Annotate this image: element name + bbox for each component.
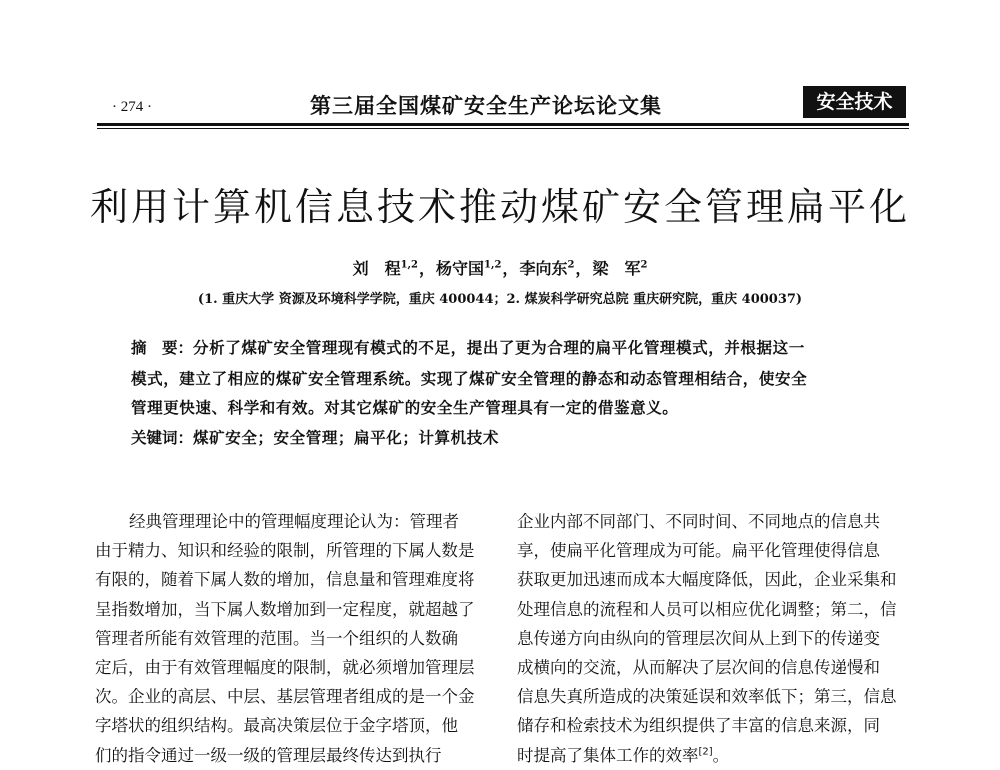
paper-title: 利用计算机信息技术推动煤矿安全管理扁平化 <box>89 185 910 229</box>
abstract-line: 管理更快速、科学和有效。对其它煤矿的安全生产管理具有一定的借鉴意义。 <box>131 398 679 417</box>
author-affil-mark: 1,2 <box>484 259 502 271</box>
author: 杨守国 <box>436 259 485 278</box>
affiliation: (1. 重庆大学 资源及环境科学学院，重庆 400044；2. 煤炭科学研究总院 重庆研究院，重庆 400037) <box>197 292 803 307</box>
abstract <box>131 333 891 453</box>
body-line: 由于精力、知识和经验的限制，所管理的下属人数是 <box>95 541 475 561</box>
body-line-last: 时提高了集体工作的效率[2]。 <box>517 745 730 765</box>
section-badge: 安全技术 <box>803 86 906 118</box>
body-line: 们的指令通过一级一级的管理层最终传达到执行 <box>95 745 442 765</box>
abstract-line: 模式，建立了相应的煤矿安全管理系统。实现了煤矿安全管理的静态和动态管理相结合，使安全 <box>131 368 808 388</box>
body-line: 信息失真所造成的决策延误和效率低下；第三，信息 <box>517 687 897 707</box>
body-line: 处理信息的流程和人员可以相应优化调整；第二，信 <box>517 599 897 619</box>
body-line: 字塔状的组织结构。最高决策层位于金字塔顶，他 <box>95 716 458 736</box>
proceedings-title: 第三届全国煤矿安全生产论坛论文集 <box>310 94 662 118</box>
author-affil-mark: 2 <box>640 259 648 271</box>
author-affil-mark: 1,2 <box>400 259 418 271</box>
keywords-text: 煤矿安全；安全管理；扁平化；计算机技术 <box>193 427 499 447</box>
body-line: 经典管理理论中的管理幅度理论认为：管理者 <box>129 512 459 531</box>
header-rule-thin <box>97 128 909 129</box>
page-number: · 274 · <box>112 99 152 115</box>
header-rule <box>97 123 909 126</box>
author: 李向东 <box>519 259 568 278</box>
body-line: 获取更加迅速而成本大幅度降低，因此，企业采集和 <box>517 570 897 590</box>
body-line: 管理者所能有效管理的范围。当一个组织的人数确 <box>95 628 458 648</box>
author: 刘 程 <box>352 259 401 278</box>
body-line: 次。企业的高层、中层、基层管理者组成的是一个金 <box>95 687 475 707</box>
abstract-line: 摘 要：分析了煤矿安全管理现有模式的不足，提出了更为合理的扁平化管理模式，并根据这一 <box>131 338 805 357</box>
body-column-right <box>517 507 897 770</box>
body-line: 呈指数增加，当下属人数增加到一定程度，就超越了 <box>95 599 475 619</box>
body-line: 息传递方向由纵向的管理层次间从上到下的传递变 <box>517 628 880 648</box>
author: 梁 军 <box>592 259 641 278</box>
keywords <box>131 423 891 454</box>
abstract-label: 摘 要： <box>131 339 194 357</box>
author-list: 刘 程$^{1,2}$，杨守国$^{1,2}$，李向东$^2$，梁 军$^2$ <box>352 259 648 278</box>
body-line: 享，使扁平化管理成为可能。扁平化管理使得信息 <box>517 541 880 561</box>
body-line: 有限的，随着下属人数的增加，信息量和管理难度将 <box>95 570 475 590</box>
author-affil-mark: 2 <box>567 259 575 271</box>
body-line: 定后，由于有效管理幅度的限制，就必须增加管理层 <box>95 658 475 678</box>
body-column-left <box>95 507 475 770</box>
body-line: 储存和检索技术为组织提供了丰富的信息来源，同 <box>517 716 880 736</box>
body-line: 企业内部不同部门、不同时间、不同地点的信息共 <box>517 512 880 531</box>
body-line: 成横向的交流，从而解决了层次间的信息传递慢和 <box>517 658 880 678</box>
keywords-label: 关键词： <box>131 428 194 447</box>
citation-mark: [2] <box>698 746 713 758</box>
